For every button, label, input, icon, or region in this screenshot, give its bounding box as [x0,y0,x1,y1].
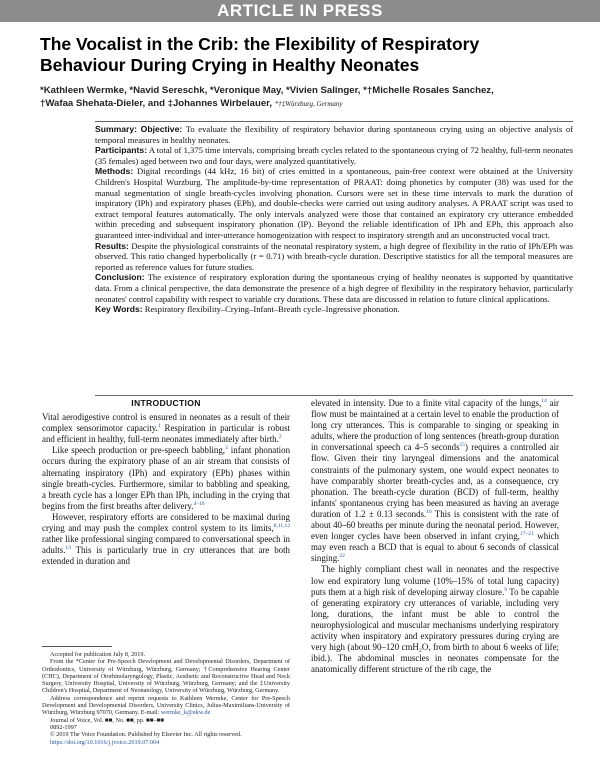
citation[interactable]: 9 [504,586,507,593]
objective-text: To evaluate the flexibility of respiratory behavior during spontaneous crying using an objective analysis of temporal measures in healthy neonates. [95,124,573,145]
results-text: Despite the physiological constraints of the neonatal respiratory system, a high degree of flexibility in the ratio of IPh/EPh was observed. This ratio changed hyperbolically (r = 0.71) with breath-cycle duration. Descriptive statistics for all the temporal measures are reported as reference values for future studies. [95,240,573,272]
right-p1-text-c: ) requires a controlled air flow. Given their tiny laryngeal dimensions and the anatomical constraints of the pulmonary system, one would expect neonates to have comparably shorter breath-cycles and, as a consequence, cry phonation. The breath-cycle duration (BCD) of full-term, healthy infants' spontaneous crying has been measured as having an average duration of 1.2 ± 0.13 seconds. [311,442,559,519]
author-affiliation: *†‡Würzburg, Germany [274,100,343,108]
citation[interactable]: 4–10 [193,500,205,507]
intro-p2-text-b: infant phonation occurs during the expiratory phase of an air stream that consists of alternating inspiratory (IPh) and expiratory (EPh) phases within single breath-cycles. Furthermore, similar to babbling and speaking, a breath cycle has a longer EPh than IPh, including in the crying that begins from the first breaths after delivery. [42,445,291,511]
author-list [40,84,580,111]
keywords-label: Key Words: [95,304,143,315]
keywords-text: Respiratory flexibility–Crying–Infant–Breath cycle–Ingressive phonation. [144,304,400,315]
abstract-methods [95,166,573,240]
conclusion-text: The existence of respiratory exploration during the spontaneous crying of healthy neonates is supported by quantitative data. From a clinical perspective, the data demonstrate the presence of a high degree of flexibility in the respiratory behavior, particularly neonates' control capability with respect to variable cry durations. These data are discussed in relation to future clinical applications. [95,272,573,304]
citation[interactable]: 8,11,12 [273,523,290,530]
abstract-results [95,241,573,273]
objective-label: Objective: [140,124,183,134]
abstract-bottom-rule [95,395,573,396]
abstract [95,124,573,315]
citation[interactable]: 17–21 [519,531,534,538]
right-p1-text-b: air flow must be maintained at a certain level to enable the production of long cry utterances. This is comparable to singing or speaking in adults, where the production of long sentences (breath-group duration in conversational speech ca 4–5 seconds [311,398,559,453]
right-paragraph-1 [311,398,559,564]
intro-p2-text-a: Like speech production or pre-speech babbling, [52,445,226,456]
footnote-block [42,651,290,746]
email-link[interactable]: wermke_k@ukw.de [160,709,211,717]
participants-label: Participants: [95,145,148,156]
abstract-keywords [95,304,573,315]
author-line-1: *Kathleen Wermke, *Navid Sereschk, *Veronique May, *Vivien Salinger, *†Michelle Rosales Sanchez, [40,85,494,96]
citation[interactable]: 16 [426,508,432,515]
intro-p3-text-c: This is particularly true in cry utterances that are both extended in duration and [42,545,290,567]
abstract-conclusion [95,272,573,304]
abstract-top-rule [95,121,573,122]
citation[interactable]: 1 [157,423,161,430]
abstract-participants [95,145,573,166]
summary-label: Summary: [95,124,138,134]
right-p1-text-e: which may even reach a BCD that is equal to about 6 seconds of classical singing. [311,531,559,564]
footnote-affiliations: From the *Center for Pre-Speech Development and Developmental Disorders, Department of Orthodontics, University of Würzburg, Würzburg, Germany; †Comprehensive Hearing Center (CHC), Department of Otorhinolaryngology, Plastic, Aesthetic and Reconstructive Head and Neck Surgery, University Hospital, University of Würzburg, Würzburg, Germany; and the ‡University Children's Hospital, Department of Neonatology, University of Würzburg, Würzburg, Germany. [42,658,290,695]
citation[interactable]: 22 [339,553,345,560]
intro-p3-text-b: rather like professional singing compared to conversational speech in adults. [42,534,290,556]
article-in-press-banner: ARTICLE IN PRESS [0,0,600,22]
article-title: The Vocalist in the Crib: the Flexibility of Respiratory Behaviour During Crying in Healthy Neonates [40,34,480,75]
left-column [42,398,290,567]
footnote-journal: Journal of Voice, Vol. ■■, No. ■■, pp. ■■–■■ [50,716,164,724]
right-p1-text-a: elevated in intensity. Due to a finite vital capacity of the lungs, [311,398,542,408]
footnote-issn: 0892-1997 [50,723,77,731]
right-p1-text-d: This is consistent with the rate of about 40–60 breaths per minute during the neonatal period. However, even longer cycles have been observed in infant crying, [311,508,559,542]
intro-paragraph-1 [42,412,290,445]
footnote-correspondence [42,695,290,717]
author-line-2 [40,97,580,111]
citation[interactable]: 3 [225,445,228,452]
citation[interactable]: 15 [459,442,466,449]
participants-text: A total of 1,375 time intervals, comprising breath cycles related to the spontaneous crying of 72 healthy, full-term neonates (35 females) aged between two and four days, were analyzed quantitatively. [95,145,573,166]
conclusion-label: Conclusion: [95,272,145,283]
intro-p1-text-b: Respiration in particular is robust and efficient in healthy, full-term neonates immediately after birth. [42,423,290,445]
methods-text: Digital recordings (44 kHz, 16 bit) of cries emitted in a spontaneous, pain-free context were obtained at the University Children's Hospital Wurzburg. The amplitude-by-time representation of PRAAT: doing phonetics by computer (38) was used for the manual segmentation of single breath-cycles involving phonation. Cursors were set in these time intervals to mark the duration of inspiratory (IPh) and expiratory phases (EPh), and double-checks were carried out using auditory analyses. A PRAAT script was used to extract temporal features automatically. The only intervals analyzed were those that contained an expiratory cry utterance embedded within preceding and subsequent inspiratory phonation (IP). Beyond the reliable identification of IPh and EPh, this approach also guaranteed inter-individual and inter-utterance homogenization with respect to inspiratory strength and an unconstructed vocal tract. [95,166,573,240]
citation[interactable]: 2 [278,434,282,441]
citation[interactable]: 13 [65,545,71,552]
right-paragraph-2 [311,564,559,675]
intro-paragraph-3 [42,512,290,567]
intro-p1-text-a: Vital aerodigestive control is ensured in neonates as a result of their complex sensorimotor capacity. [42,412,290,434]
author-line-2-names: †Wafaa Shehata-Dieler, and ‡Johannes Wirbelauer, [40,98,273,109]
methods-label: Methods: [95,166,134,177]
right-p2-text-a: The highly compliant chest wall in neonates and the respective low end expiratory lung volume (10%–15% of total lung capacity) puts them at a high risk of developing airway closure. [311,564,559,597]
footnote-copyright: © 2019 The Voice Foundation. Published by Elsevier Inc. All rights reserved. [50,731,242,739]
introduction-heading: INTRODUCTION [131,398,201,408]
intro-paragraph-2 [42,445,290,512]
right-p2-text-b: To be capable of generating expiratory cry utterances of variable, including very long, durations, the infant must be able to control the neurophysiological and muscular mechanisms underlying respiratory activity when inspiratory and expiratory pressures during crying are very high (about 90–120 cmH₂O, from birth to about 6 weeks of life; ibid.). The abdominal muscles in neonates compensate for the anatomically different structure of the rib cage, the [311,586,559,675]
footnote-rule [42,646,112,647]
doi-link[interactable]: https://doi.org/10.1016/j.jvoice.2019.07.004 [50,738,160,746]
citation[interactable]: 14 [541,398,547,405]
right-column [311,398,559,675]
results-label: Results: [95,240,129,251]
abstract-objective [95,124,573,145]
footnote-accepted: Accepted for publication July 8, 2019. [50,651,146,658]
footnote-address: Address correspondence and reprint requests to Kathleen Wermke, Center for Pre-Speech Development and Developmental Disorders, University Clinics, Julius-Maximilians-University of Würzburg, Würzburg 97070, Germany. E-mail: [42,694,290,717]
intro-p3-text-a: However, respiratory efforts are considered to be maximal during crying and may push the complex control system to its limits, [42,511,290,534]
